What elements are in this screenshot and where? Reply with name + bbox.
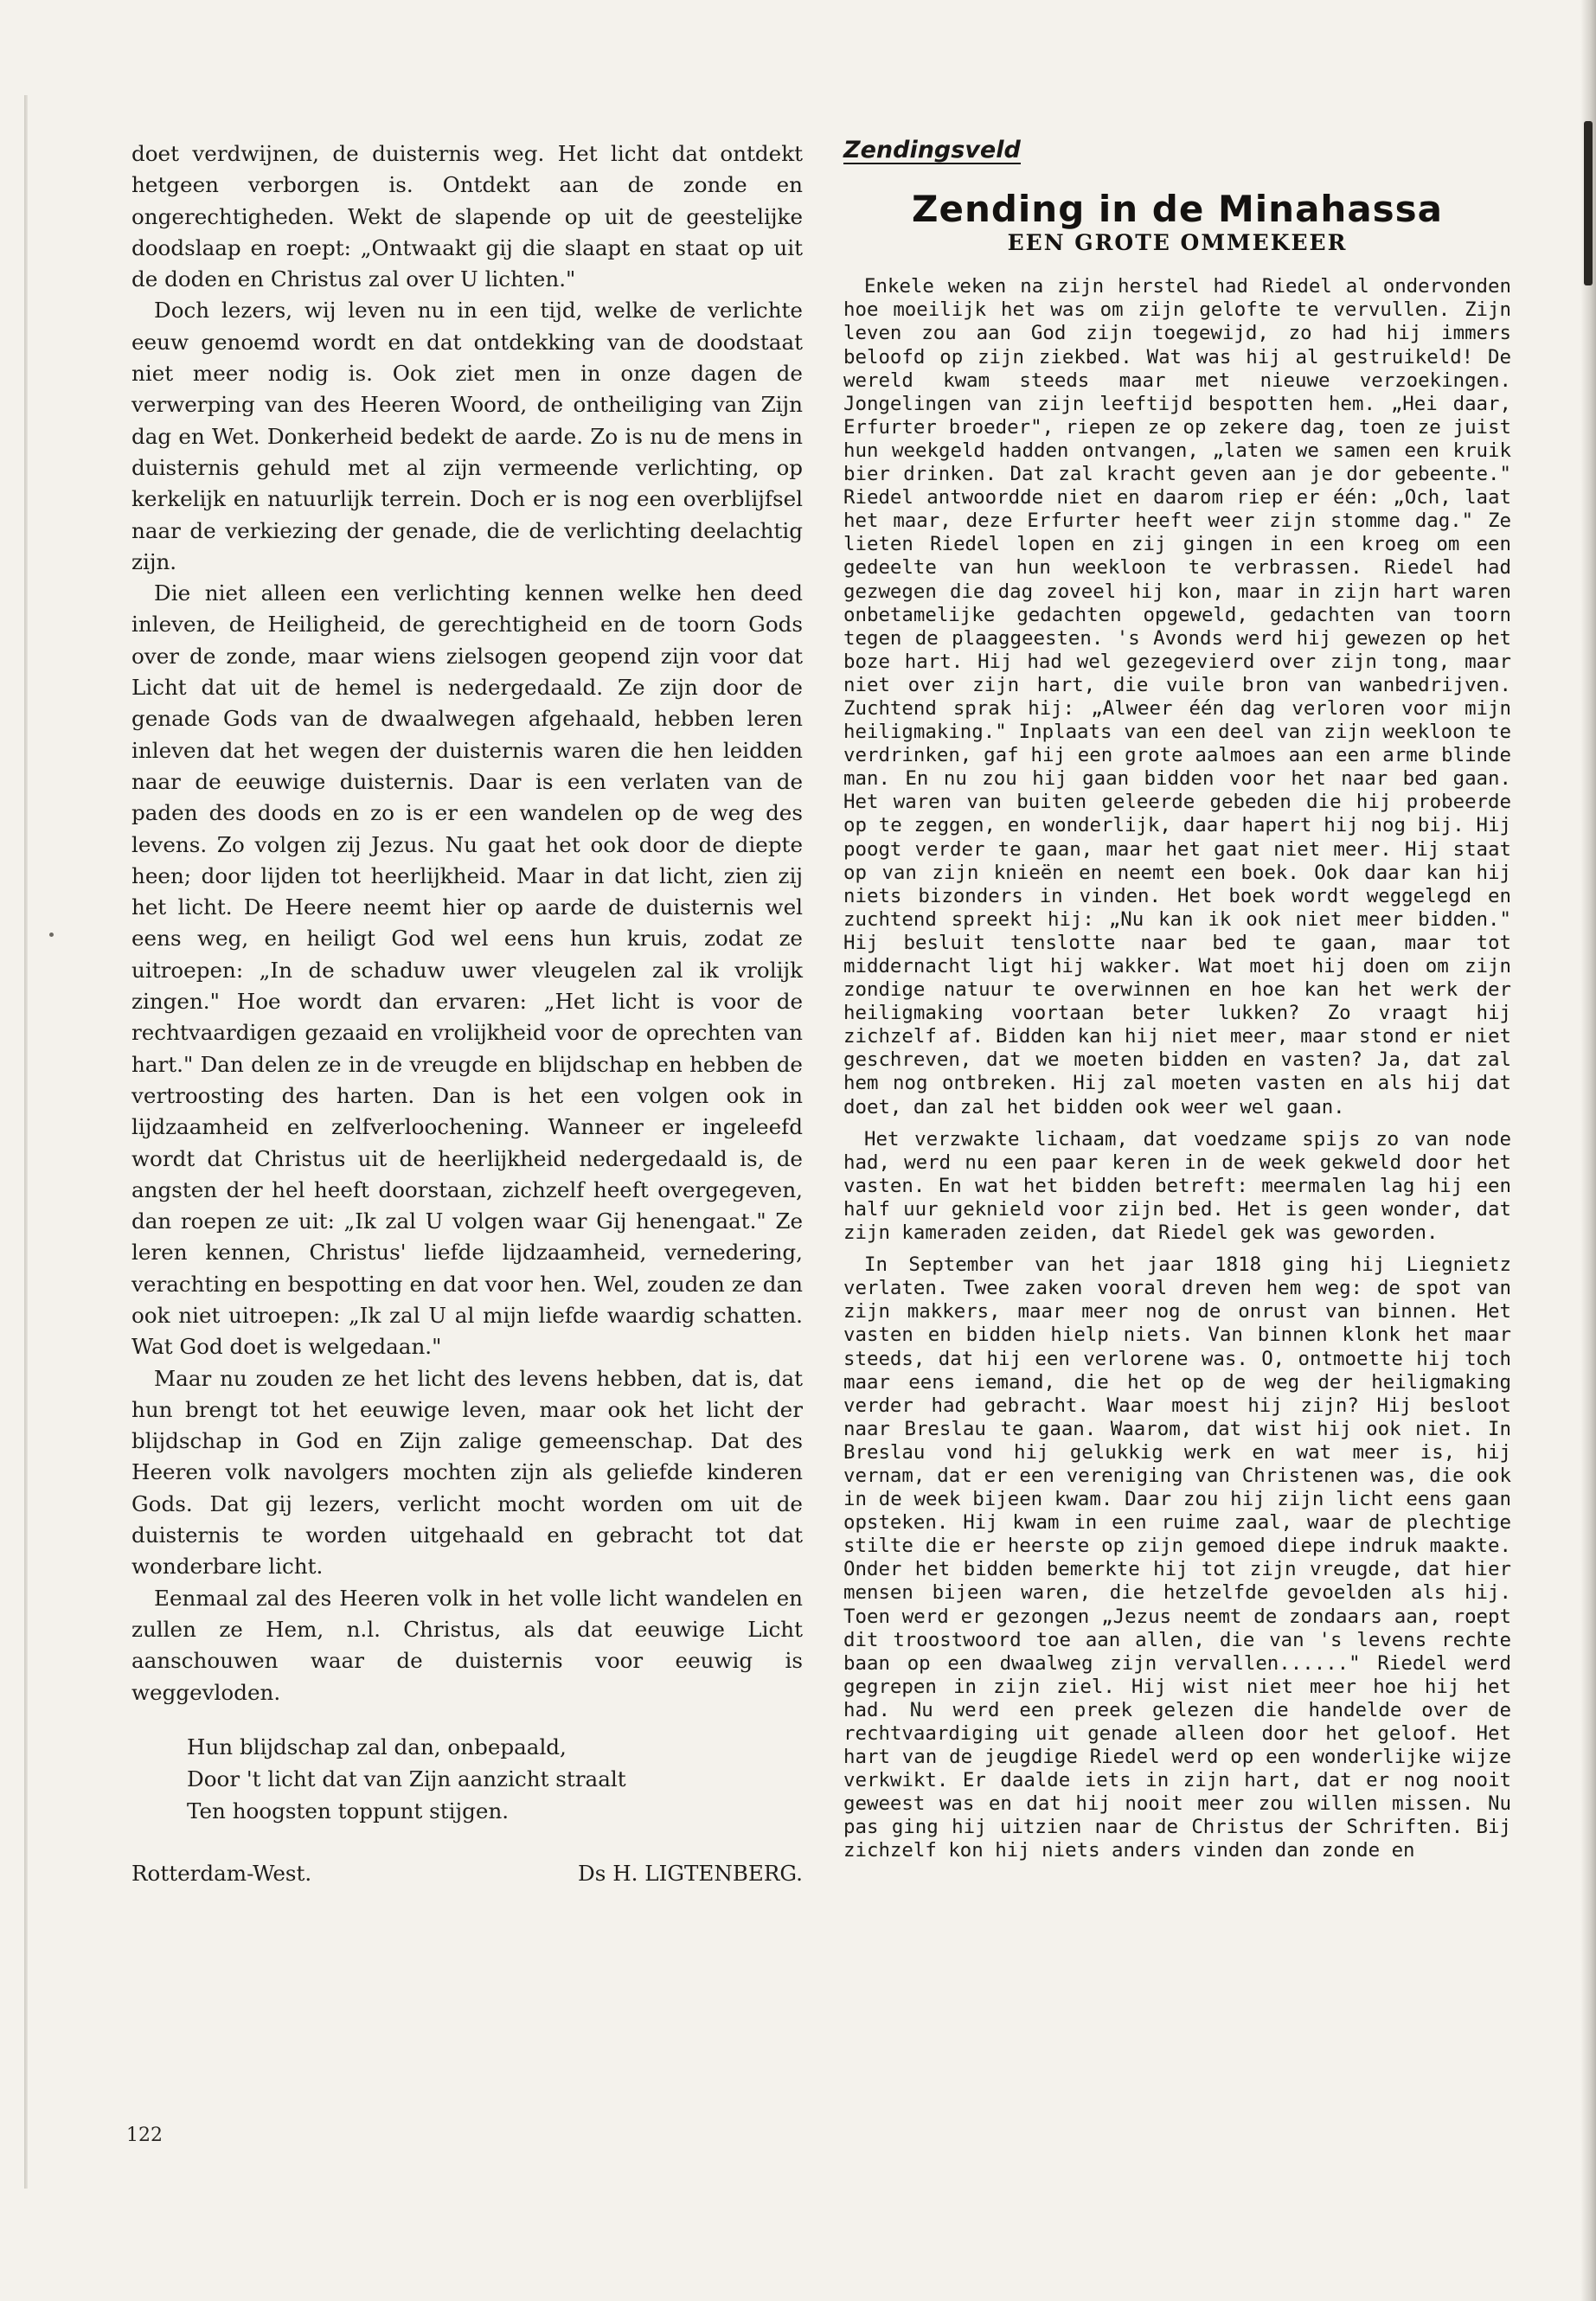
poem-line: Hun blijdschap zal dan, onbepaald,: [187, 1734, 567, 1759]
left-paragraph: Eenmaal zal des Heeren volk in het volle licht wandelen en zullen ze Hem, n.l. Christus, als dat eeuwige Licht aanschouwen waar de duisternis voor eeuwig is weggevloden.: [131, 1585, 803, 1705]
poem-quote: [131, 1731, 803, 1827]
scan-left-edge: [24, 95, 28, 2189]
signature-place: Rotterdam-West.: [131, 1860, 312, 1886]
scan-binding-mark: [1584, 121, 1593, 285]
right-column: [843, 138, 1511, 1863]
page-number: 122: [126, 2125, 163, 2146]
right-paragraph: In September van het jaar 1818 ging hij Liegnietz verlaten. Twee zaken vooral dreven hem weg: de spot van zijn makkers, maar meer nog de onrust van binnen. Het vasten en bidden hielp niets. Van binnen klonk het maar steeds, dat hij een verlorene was. O, ontmoette hij toch maar eens iemand, die het op de weg der heiligmaking verder had gebracht. Waar moest hij zijn? Hij besloot naar Breslau te gaan. Waarom, dat wist hij ook niet. In Breslau vond hij gelukkig werk en wat meer is, hij vernam, dat er een vereniging van Christenen was, die ook in de week bijeen kwam. Daar zou hij zijn licht eens gaan opsteken. Hij kwam in een ruime zaal, waar de plechtige stilte die er heerste op zijn gemoed diepe indruk maakte. Onder het bidden bemerkte hij tot zijn vreugde, dat hier mensen bijeen waren, die hetzelfde gevoelden als hij. Toen werd er gezongen „Jezus neemt de zondaars aan, roept dit troostwoord toe aan allen, die van 's levens rechte baan op een dwaalweg zijn vervallen......" Riedel werd gegrepen in zijn ziel. Hij wist niet meer hoe hij het had. Nu werd een preek gelezen die handelde over de rechtvaardiging uit genade alleen door het geloof. Het hart van de jeugdige Riedel werd op een wonderlijke wijze verkwikt. Er daalde iets in zijn hart, dat er nog nooit geweest was en dat hij nooit meer zou willen missen. Nu pas ging hij uitzien naar de Christus der Schriften. Bij zichzelf kon hij niets anders vinden dan zonde en: [843, 1253, 1511, 1862]
left-paragraph: Maar nu zouden ze het licht des levens hebben, dat is, dat hun brengt tot het eeuwige leven, maar ook het licht der blijdschap in God en Zijn zalige gemeenschap. Dat des Heeren volk navolgers mochten zijn als geliefde kinderen Gods. Dat gij lezers, verlicht mocht worden om uit de duisternis te worden uitgehaald en gebracht tot dat wonderbare licht.: [131, 1365, 803, 1580]
article-title: Zending in de Minahassa: [912, 188, 1443, 231]
signature-author: Ds H. LIGTENBERG.: [578, 1860, 803, 1886]
left-paragraph: doet verdwijnen, de duisternis weg. Het licht dat ontdekt hetgeen verborgen is. Ontdekt aan de zonde en ongerechtigheden. Wekt de slapende op uit de geestelijke doodslaap en roept: „Ontwaakt gij die slaapt en staat op uit de doden en Christus zal over U lichten.": [131, 141, 803, 292]
signature-line: [131, 1858, 803, 1889]
margin-dot: [49, 933, 54, 937]
article-subtitle: EEN GROTE OMMEKEER: [1007, 230, 1348, 256]
left-column: [131, 138, 803, 1889]
scan-right-edge: [1580, 0, 1596, 2301]
right-paragraph: Het verzwakte lichaam, dat voedzame spijs zo van node had, werd nu een paar keren in de week gekweld door het vasten. En wat het bidden betreft: meermalen lag hij een half uur geknield voor zijn bed. Het is geen wonder, dat zijn kameraden zeiden, dat Riedel gek was geworden.: [843, 1127, 1511, 1245]
left-paragraph: Doch lezers, wij leven nu in een tijd, welke de verlichte eeuw genoemd wordt en dat ontdekking van de doodstaat niet meer nodig is. Ook ziet men in onze dagen de verwerping van des Heeren Woord, de ontheiliging van Zijn dag en Wet. Donkerheid bedekt de aarde. Zo is nu de mens in duisternis gehuld met al zijn vermeende verlichting, op kerkelijk en natuurlijk terrein. Doch er is nog een overblijfsel naar de verkiezing der genade, die de verlichting deelachtig zijn.: [131, 298, 803, 574]
left-paragraph: Die niet alleen een verlichting kennen welke hen deed inleven, de Heiligheid, de gerechtigheid en de toorn Gods over de zonde, maar wiens zielsogen geopend zijn voor dat Licht dat uit de hemel is nedergedaald. Ze zijn door de genade Gods van de dwaalwegen afgehaald, hebben leren inleven dat het wegen der duisternis waren die hen leidden naar de eeuwige duisternis. Daar is een verlaten van de paden des doods en zo is er een wandelen op de weg des levens. Zo volgen zij Jezus. Nu gaat het ook door de diepte heen; door lijden tot heerlijkheid. Maar in dat licht, zien zij het licht. De Heere neemt hier op aarde de duisternis wel eens weg, en heiligt God wel eens hun kruis, zodat ze uitroepen: „In de schaduw uwer vleugelen zal ik vrolijk zingen." Hoe wordt dan ervaren: „Het licht is voor de rechtvaardigen gezaaid en vrolijkheid voor de oprechten van hart." Dan delen ze in de vreugde en blijdschap en hebben de vertroosting des harten. Dan is het een volgen ook in lijdzaamheid en zelfverloochening. Wanneer er ingeleefd wordt dat Christus uit de heerlijkheid nedergedaald is, de angsten der hel heeft doorstaan, zichzelf heeft overgegeven, dan roepen ze uit: „Ik zal U volgen waar Gij henengaat." Ze leren kennen, Christus' liefde lijdzaamheid, vernedering, verachting en bespotting en dat voor hen. Wel, zouden ze dan ook niet uitroepen: „Ik zal U al mijn liefde waardig schatten. Wat God doet is welgedaan.": [131, 580, 803, 1360]
right-paragraph: Enkele weken na zijn herstel had Riedel al ondervonden hoe moeilijk het was om zijn gelofte te vervullen. Zijn leven zou aan God zijn toegewijd, zo had hij immers beloofd op zijn ziekbed. Wat was hij al gestruikeld! De wereld kwam steeds maar met nieuwe verzoekingen. Jongelingen van zijn leeftijd bespotten hem. „Hei daar, Erfurter broeder", riepen ze op zekere dag, toen ze juist hun weekgeld hadden ontvangen, „laten we samen een kruik bier drinken. Dat zal kracht geven aan je dor gebeente." Riedel antwoordde niet en daarom riep er één: „Och, laat het maar, deze Erfurter heeft weer zijn stomme dag." Ze lieten Riedel lopen en zij gingen in een kroeg om een gedeelte van hun weekloon te verbrassen. Riedel had gezwegen die dag zoveel hij kon, maar in zijn hart waren onbetamelijke gedachten opgeweld, gedachten van toorn tegen de plaaggeesten. 's Avonds werd hij gewezen op het boze hart. Hij had wel gezegevierd over zijn tong, maar niet over zijn hart, die vuile bron van wanbedrijven. Zuchtend sprak hij: „Alweer één dag verloren voor mijn heiligmaking." Inplaats van een deel van zijn weekloon te verdrinken, gaf hij een grote aalmoes aan een arme blinde man. En nu zou hij gaan bidden voor het naar bed gaan. Het waren van buiten geleerde gebeden die hij probeerde op te zeggen, en wonderlijk, daar hapert hij nog bij. Hij poogt verder te gaan, maar het gaat niet meer. Hij staat op van zijn knieën en neemt een boek. Ook daar kan hij niets bizonders in vinden. Het boek wordt weggelegd en zuchtend spreekt hij: „Nu kan ik ook niet meer bidden." Hij besluit tenslotte naar bed te gaan, maar tot middernacht ligt hij wakker. Wat moet hij doen om zijn zondige natuur te overwinnen en hoe kan het werk der heiligmaking voortaan beter lukken? Zo vraagt hij zichzelf af. Bidden kan hij niet meer, maar stond er niet geschreven, dat we moeten bidden en vasten? Ja, dat zal hem nog ontbreken. Hij zal moeten vasten en als hij dat doet, dan zal het bidden ook weer wel gaan.: [843, 275, 1511, 1118]
poem-line: Door 't licht dat van Zijn aanzicht straalt: [187, 1766, 626, 1791]
section-label: Zendingsveld: [843, 137, 1021, 163]
poem-line: Ten hoogsten toppunt stijgen.: [187, 1798, 510, 1823]
